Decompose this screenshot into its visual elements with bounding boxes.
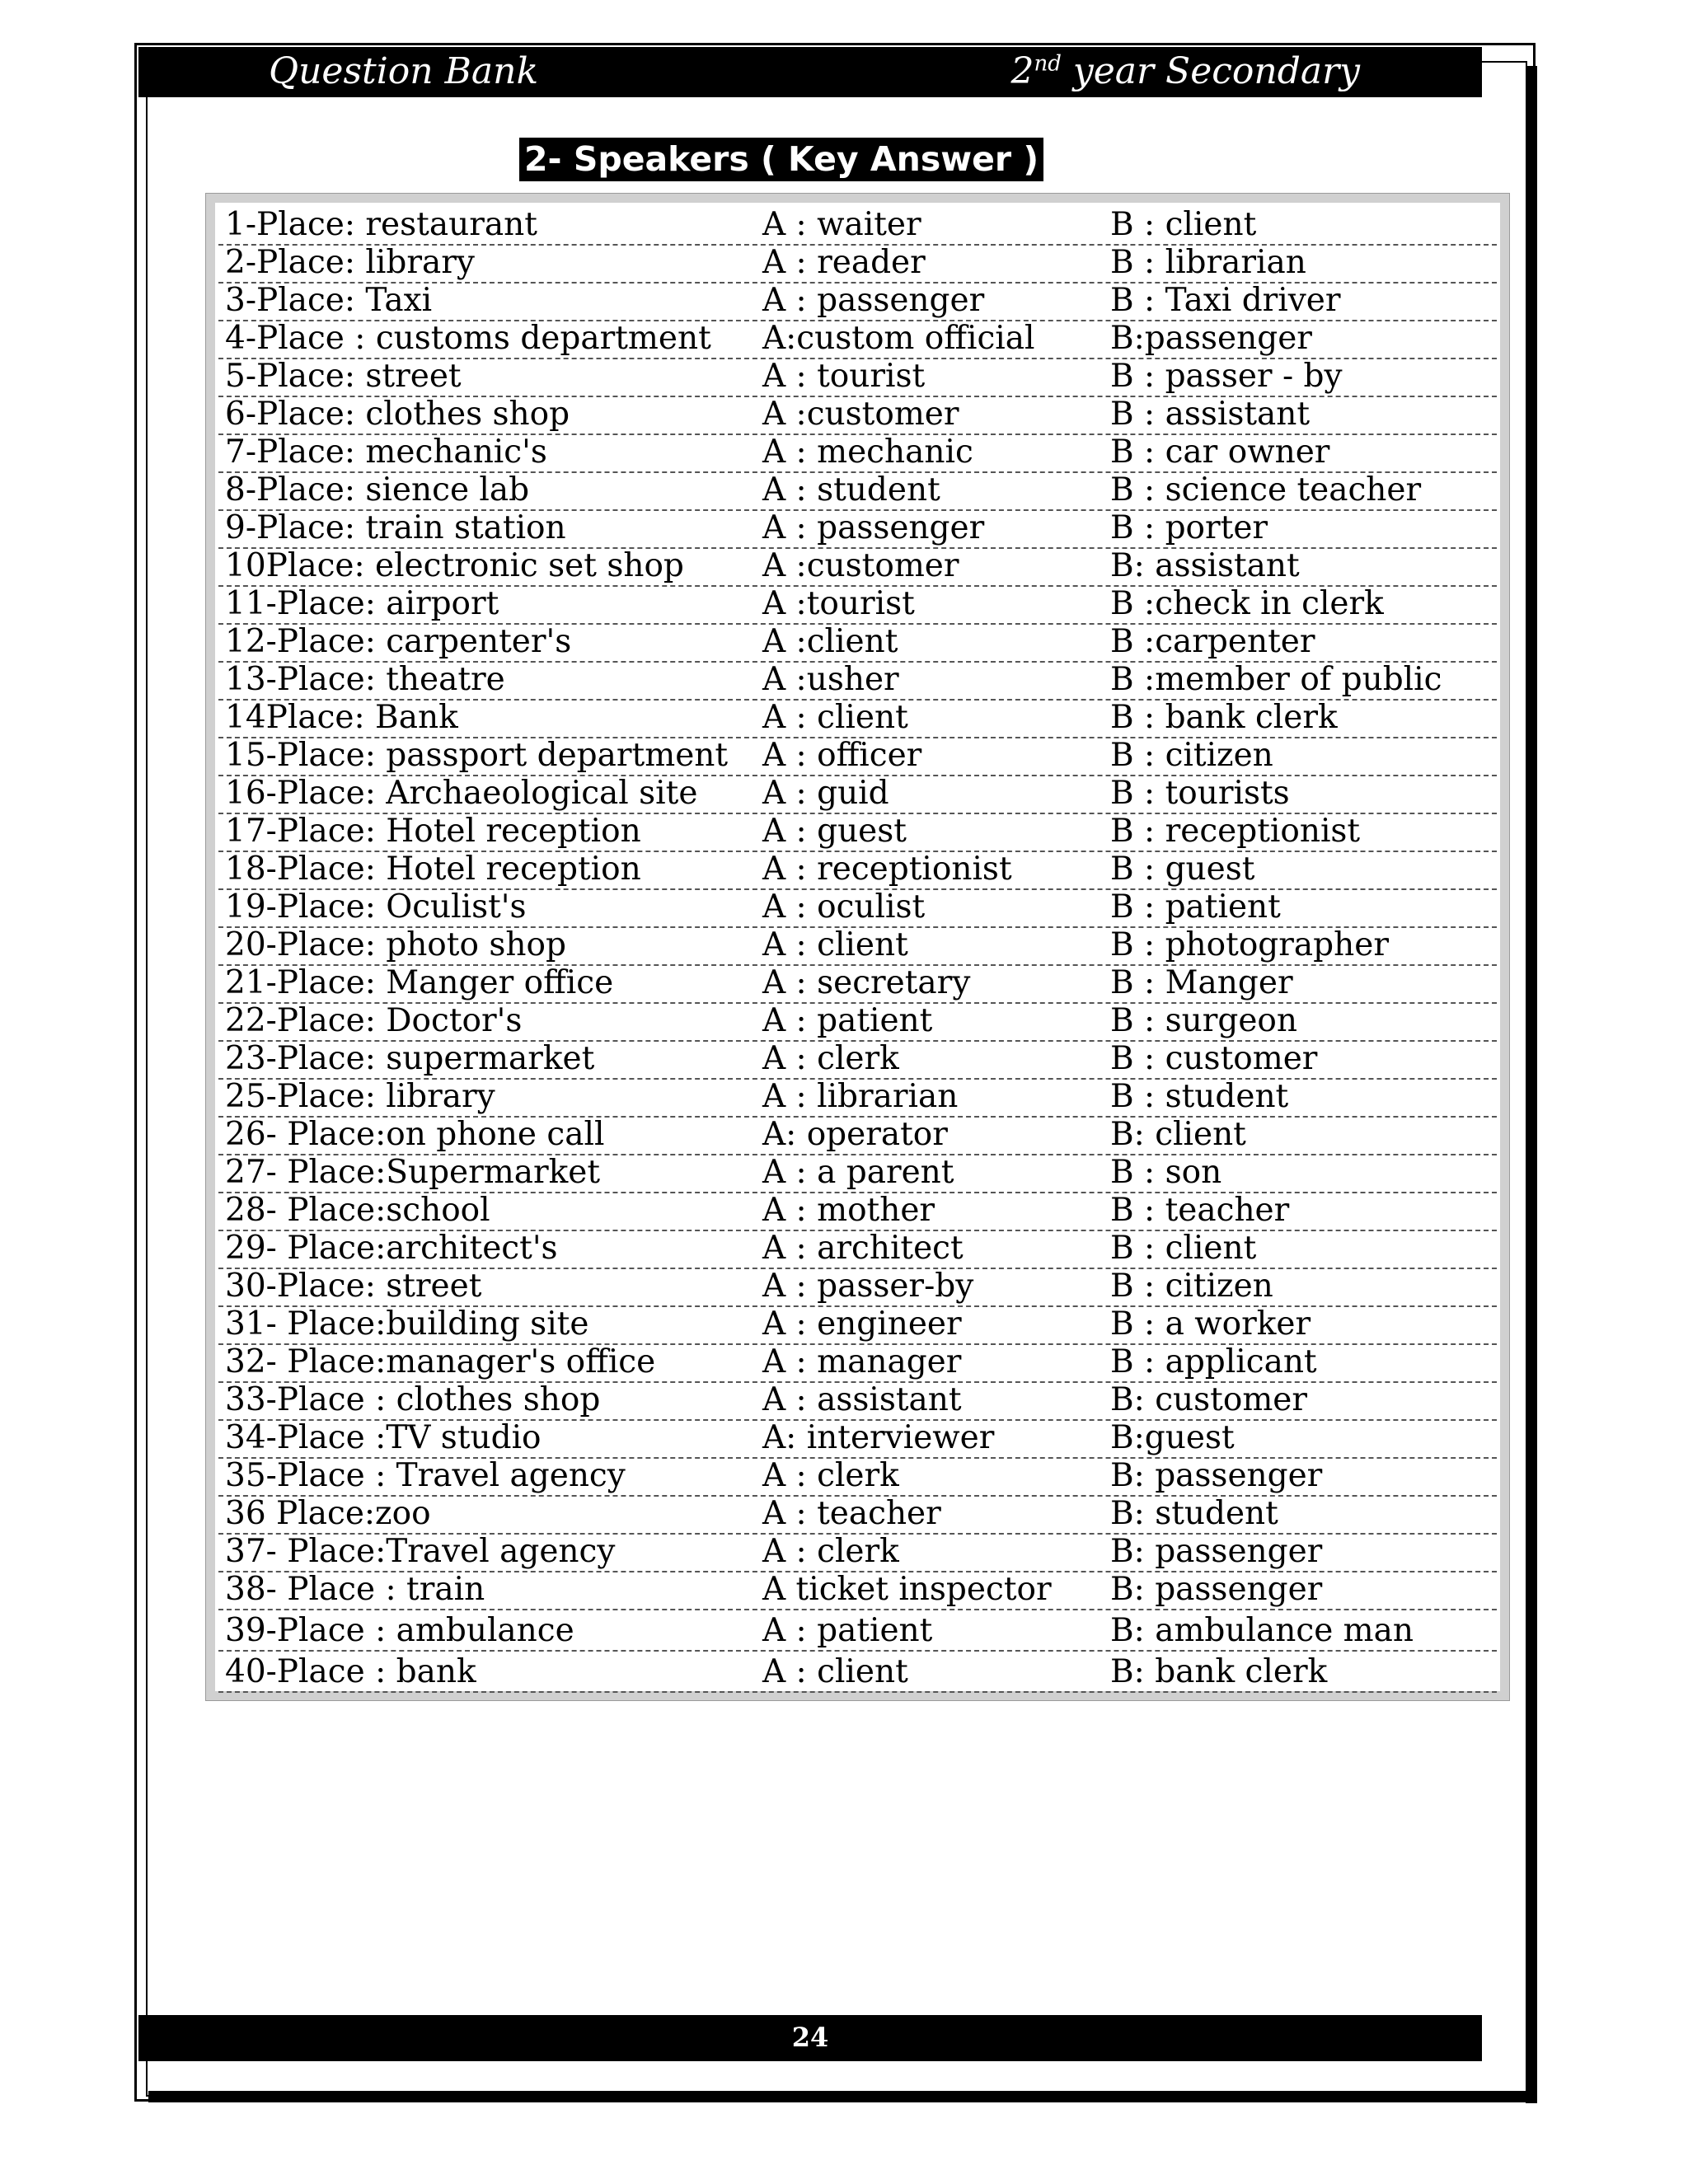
speaker-a-cell: A : guest: [762, 813, 907, 850]
table-row: [218, 1305, 1497, 1345]
place-cell: 2-Place: library: [225, 244, 475, 281]
table-row: [218, 1381, 1497, 1421]
speaker-b-cell: B: bank clerk: [1110, 1653, 1328, 1690]
place-cell: 13-Place: theatre: [225, 661, 505, 698]
table-row: [218, 661, 1497, 701]
speaker-a-cell: A : assistant: [762, 1381, 962, 1418]
table-row: [218, 1653, 1497, 1693]
table-row: [218, 1040, 1497, 1080]
speaker-b-cell: B: ambulance man: [1110, 1612, 1414, 1649]
speaker-a-cell: A ticket inspector: [762, 1571, 1052, 1608]
speaker-a-cell: A : waiter: [762, 206, 921, 243]
table-row: [218, 964, 1497, 1004]
place-cell: 40-Place : bank: [225, 1653, 476, 1690]
speaker-a-cell: A : student: [762, 471, 940, 509]
speaker-b-cell: B : surgeon: [1110, 1002, 1298, 1039]
place-cell: 6-Place: clothes shop: [225, 396, 570, 433]
table-row: [218, 471, 1497, 511]
table-row: [218, 206, 1497, 246]
speaker-b-cell: B : assistant: [1110, 396, 1311, 433]
speaker-b-cell: B :member of public: [1110, 661, 1442, 698]
speaker-b-cell: B : Taxi driver: [1110, 282, 1341, 319]
speaker-a-cell: A : secretary: [762, 964, 971, 1001]
place-cell: 7-Place: mechanic's: [225, 434, 547, 471]
speaker-b-cell: B : passer - by: [1110, 358, 1343, 395]
place-cell: 14Place: Bank: [225, 699, 458, 736]
header-grade-text: year Secondary: [1061, 50, 1360, 92]
speaker-b-cell: B : Manger: [1110, 964, 1293, 1001]
table-row: [218, 1533, 1497, 1572]
speaker-b-cell: B: passenger: [1110, 1457, 1323, 1494]
table-row: [218, 320, 1497, 359]
speaker-b-cell: B:passenger: [1110, 320, 1312, 357]
speaker-b-cell: B:guest: [1110, 1419, 1235, 1456]
speaker-b-cell: B: client: [1110, 1116, 1246, 1153]
table-row: [218, 737, 1497, 776]
speaker-a-cell: A : oculist: [762, 888, 926, 926]
place-cell: 23-Place: supermarket: [225, 1040, 595, 1077]
place-cell: 3-Place: Taxi: [225, 282, 433, 319]
place-cell: 4-Place : customs department: [225, 320, 711, 357]
place-cell: 35-Place : Travel agency: [225, 1457, 626, 1494]
table-row: [218, 396, 1497, 435]
place-cell: 21-Place: Manger office: [225, 964, 614, 1001]
speaker-a-cell: A : tourist: [762, 358, 926, 395]
speaker-a-cell: A : passenger: [762, 282, 985, 319]
table-row: [218, 1230, 1497, 1269]
header-book-title: Question Bank: [269, 50, 539, 92]
place-cell: 31- Place:building site: [225, 1305, 589, 1343]
speaker-b-cell: B :carpenter: [1110, 623, 1315, 660]
header-grade: [1011, 50, 1360, 92]
place-cell: 19-Place: Oculist's: [225, 888, 527, 926]
speaker-a-cell: A :customer: [762, 396, 959, 433]
table-row: [218, 1571, 1497, 1610]
table-row: [218, 282, 1497, 321]
speaker-b-cell: B: assistant: [1110, 547, 1300, 584]
speaker-a-cell: A : receptionist: [762, 851, 1012, 888]
speaker-a-cell: A : client: [762, 699, 908, 736]
place-cell: 39-Place : ambulance: [225, 1612, 574, 1649]
place-cell: 8-Place: sience lab: [225, 471, 530, 509]
place-cell: 33-Place : clothes shop: [225, 1381, 601, 1418]
speaker-a-cell: A :client: [762, 623, 898, 660]
speaker-a-cell: A : client: [762, 926, 908, 963]
speaker-a-cell: A : client: [762, 1653, 908, 1690]
table-row: [218, 699, 1497, 738]
speaker-a-cell: A:custom official: [762, 320, 1035, 357]
place-cell: 16-Place: Archaeological site: [225, 775, 698, 812]
place-cell: 11-Place: airport: [225, 585, 499, 622]
place-cell: 22-Place: Doctor's: [225, 1002, 523, 1039]
table-row: [218, 1457, 1497, 1497]
table-row: [218, 547, 1497, 587]
speakers-table: [205, 193, 1510, 1701]
speakers-table-body: [218, 206, 1497, 1688]
table-row: [218, 1343, 1497, 1383]
speaker-a-cell: A : a parent: [762, 1154, 954, 1191]
place-cell: 25-Place: library: [225, 1078, 495, 1115]
table-row: [218, 888, 1497, 928]
speaker-b-cell: B : guest: [1110, 851, 1255, 888]
header-grade-ordinal: 2: [1010, 50, 1034, 92]
place-cell: 26- Place:on phone call: [225, 1116, 605, 1153]
speaker-a-cell: A : passer-by: [762, 1268, 974, 1305]
speaker-a-cell: A : mechanic: [762, 434, 973, 471]
table-row: [218, 1419, 1497, 1459]
table-row: [218, 851, 1497, 890]
speaker-a-cell: A : clerk: [762, 1533, 899, 1570]
table-row: [218, 1078, 1497, 1118]
speaker-a-cell: A: operator: [762, 1116, 948, 1153]
place-cell: 9-Place: train station: [225, 509, 566, 546]
speaker-b-cell: B : a worker: [1110, 1305, 1311, 1343]
place-cell: 34-Place :TV studio: [225, 1419, 542, 1456]
speaker-a-cell: A : teacher: [762, 1495, 941, 1532]
speaker-b-cell: B: passenger: [1110, 1533, 1323, 1570]
place-cell: 27- Place:Supermarket: [225, 1154, 601, 1191]
speaker-b-cell: B : client: [1110, 1230, 1257, 1267]
speaker-a-cell: A :tourist: [762, 585, 915, 622]
speaker-a-cell: A : passenger: [762, 509, 985, 546]
speaker-b-cell: B : customer: [1110, 1040, 1318, 1077]
page-footer: [138, 2015, 1482, 2061]
place-cell: 5-Place: street: [225, 358, 462, 395]
table-row: [218, 1154, 1497, 1193]
table-row: [218, 926, 1497, 966]
speaker-b-cell: B : bank clerk: [1110, 699, 1338, 736]
table-row: [218, 1268, 1497, 1307]
place-cell: 32- Place:manager's office: [225, 1343, 656, 1380]
speaker-a-cell: A : reader: [762, 244, 926, 281]
place-cell: 1-Place: restaurant: [225, 206, 537, 243]
table-row: [218, 358, 1497, 397]
speaker-b-cell: B : son: [1110, 1154, 1222, 1191]
header-grade-suffix: nd: [1034, 51, 1062, 77]
speaker-b-cell: B : student: [1110, 1078, 1289, 1115]
speaker-b-cell: B : science teacher: [1110, 471, 1422, 509]
table-row: [218, 775, 1497, 814]
table-row: [218, 1495, 1497, 1535]
speaker-a-cell: A : librarian: [762, 1078, 959, 1115]
speaker-a-cell: A :usher: [762, 661, 899, 698]
table-row: [218, 1192, 1497, 1231]
table-row: [218, 244, 1497, 284]
speaker-b-cell: B: student: [1110, 1495, 1278, 1532]
table-row: [218, 434, 1497, 473]
speaker-b-cell: B : photographer: [1110, 926, 1389, 963]
place-cell: 18-Place: Hotel reception: [225, 851, 641, 888]
place-cell: 36 Place:zoo: [225, 1495, 431, 1532]
speaker-a-cell: A : officer: [762, 737, 922, 774]
section-title: 2- Speakers ( Key Answer ): [519, 138, 1043, 181]
speaker-b-cell: B : receptionist: [1110, 813, 1361, 850]
speaker-a-cell: A : architect: [762, 1230, 964, 1267]
speaker-a-cell: A :customer: [762, 547, 959, 584]
place-cell: 30-Place: street: [225, 1268, 482, 1305]
speaker-b-cell: B : librarian: [1110, 244, 1306, 281]
speaker-a-cell: A : guid: [762, 775, 889, 812]
speaker-a-cell: A : clerk: [762, 1040, 899, 1077]
table-row: [218, 509, 1497, 549]
table-row: [218, 1002, 1497, 1042]
place-cell: 12-Place: carpenter's: [225, 623, 572, 660]
speaker-a-cell: A : patient: [762, 1002, 933, 1039]
speaker-b-cell: B : porter: [1110, 509, 1268, 546]
table-row: [218, 585, 1497, 625]
speaker-b-cell: B : teacher: [1110, 1192, 1290, 1229]
speaker-b-cell: B : client: [1110, 206, 1257, 243]
table-row: [218, 813, 1497, 852]
place-cell: 29- Place:architect's: [225, 1230, 558, 1267]
speaker-b-cell: B : tourists: [1110, 775, 1290, 812]
page-header: [138, 47, 1482, 97]
place-cell: 15-Place: passport department: [225, 737, 729, 774]
speaker-a-cell: A : patient: [762, 1612, 933, 1649]
speaker-a-cell: A : mother: [762, 1192, 935, 1229]
speaker-b-cell: B : citizen: [1110, 1268, 1273, 1305]
page-number: 24: [791, 2022, 829, 2053]
speaker-a-cell: A: interviewer: [762, 1419, 995, 1456]
table-row: [218, 1612, 1497, 1652]
place-cell: 17-Place: Hotel reception: [225, 813, 641, 850]
speaker-a-cell: A : manager: [762, 1343, 962, 1380]
place-cell: 28- Place:school: [225, 1192, 490, 1229]
place-cell: 10Place: electronic set shop: [225, 547, 684, 584]
place-cell: 20-Place: photo shop: [225, 926, 566, 963]
place-cell: 37- Place:Travel agency: [225, 1533, 616, 1570]
speaker-a-cell: A : engineer: [762, 1305, 962, 1343]
table-row: [218, 623, 1497, 663]
speaker-a-cell: A : clerk: [762, 1457, 899, 1494]
speaker-b-cell: B :check in clerk: [1110, 585, 1384, 622]
speaker-b-cell: B : patient: [1110, 888, 1281, 926]
table-row: [218, 1116, 1497, 1155]
speaker-b-cell: B: passenger: [1110, 1571, 1323, 1608]
speaker-b-cell: B : car owner: [1110, 434, 1330, 471]
speaker-b-cell: B : citizen: [1110, 737, 1273, 774]
speaker-b-cell: B: customer: [1110, 1381, 1308, 1418]
place-cell: 38- Place : train: [225, 1571, 485, 1608]
speaker-b-cell: B : applicant: [1110, 1343, 1317, 1380]
